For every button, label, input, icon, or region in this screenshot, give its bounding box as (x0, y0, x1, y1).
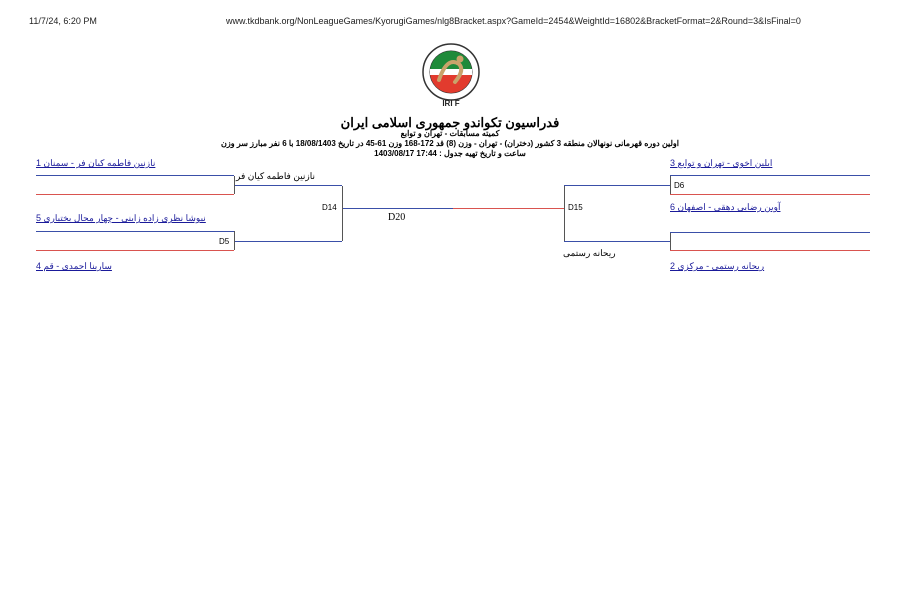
left-d5-winner-line (235, 241, 342, 242)
left-winner-line (235, 185, 342, 186)
match-d5-label: D5 (219, 237, 230, 246)
left-entry-1-blue-line (36, 175, 234, 176)
federation-emblem-icon (413, 42, 489, 114)
match-d6-label: D6 (674, 181, 685, 190)
left-entry-1-red-line (36, 194, 234, 195)
right-match-d15-connector (564, 186, 565, 241)
match-d15-label: D15 (568, 203, 583, 212)
final-red-line (453, 208, 564, 209)
right-entry-2-link[interactable]: 2 ریحانه رستمی - مرکزی (670, 261, 765, 271)
right-entry-6-link[interactable]: 6 آوین رضایی دهقی - اصفهان (670, 202, 781, 212)
print-datetime: 11/7/24, 6:20 PM (29, 16, 97, 26)
right-entry-3-link[interactable]: 3 ایلین اخوی - تهران و توابع (670, 158, 773, 168)
match-d14-label: D14 (322, 203, 337, 212)
left-winner-name: نازنین فاطمه کیان فر (236, 171, 316, 181)
right-winner-line (564, 241, 670, 242)
committee-subtitle: کمیته مسابقات - تهران و توابع (400, 129, 500, 138)
left-entry-1-link[interactable]: نازنین فاطمه کیان فر - سمنان 1 (36, 158, 156, 168)
right-match-2-connector (670, 233, 671, 250)
event-description: اولین دوره قهرمانی نونهالان منطقه 3 کشور (دختران) - تهران - وزن (8) قد 172-168 وزن 61-45 در تاریخ 18/08/1403 با 6 نفر مبارز سر وزن (221, 139, 679, 148)
right-entry-2-blue-line (670, 232, 870, 233)
right-match-d6-connector (670, 176, 671, 194)
left-entry-4-link[interactable]: سارینا احمدی - قم 4 (36, 261, 112, 271)
left-entry-5-link[interactable]: نیوشا نظری زاده زاینی - چهار محال بختیاری 5 (36, 213, 206, 223)
final-match-label: D20 (388, 212, 406, 223)
left-match-d14-connector (342, 186, 343, 241)
print-url: www.tkdbank.org/NonLeagueGames/KyorugiGames/nlg8Bracket.aspx?GameId=2454&WeightId=16802&BracketFormat=2&Round=3&IsFinal=0 (226, 16, 801, 26)
page-title: فدراسیون تکواندو جمهوری اسلامی ایران (340, 115, 560, 130)
prepared-datetime: ساعت و تاریخ تهیه جدول : 17:44 1403/08/17 (374, 149, 526, 158)
right-d6-winner-line (564, 185, 670, 186)
right-winner-name: ریحانه رستمی (563, 248, 616, 258)
logo-text: IRI F (442, 99, 460, 108)
right-entry-3-blue-line (670, 175, 870, 176)
right-entry-6-red-line (670, 194, 870, 195)
left-entry-5-blue-line (36, 231, 234, 232)
left-entry-4-red-line (36, 250, 234, 251)
final-blue-line (343, 208, 453, 209)
right-entry-2-red-line (670, 250, 870, 251)
